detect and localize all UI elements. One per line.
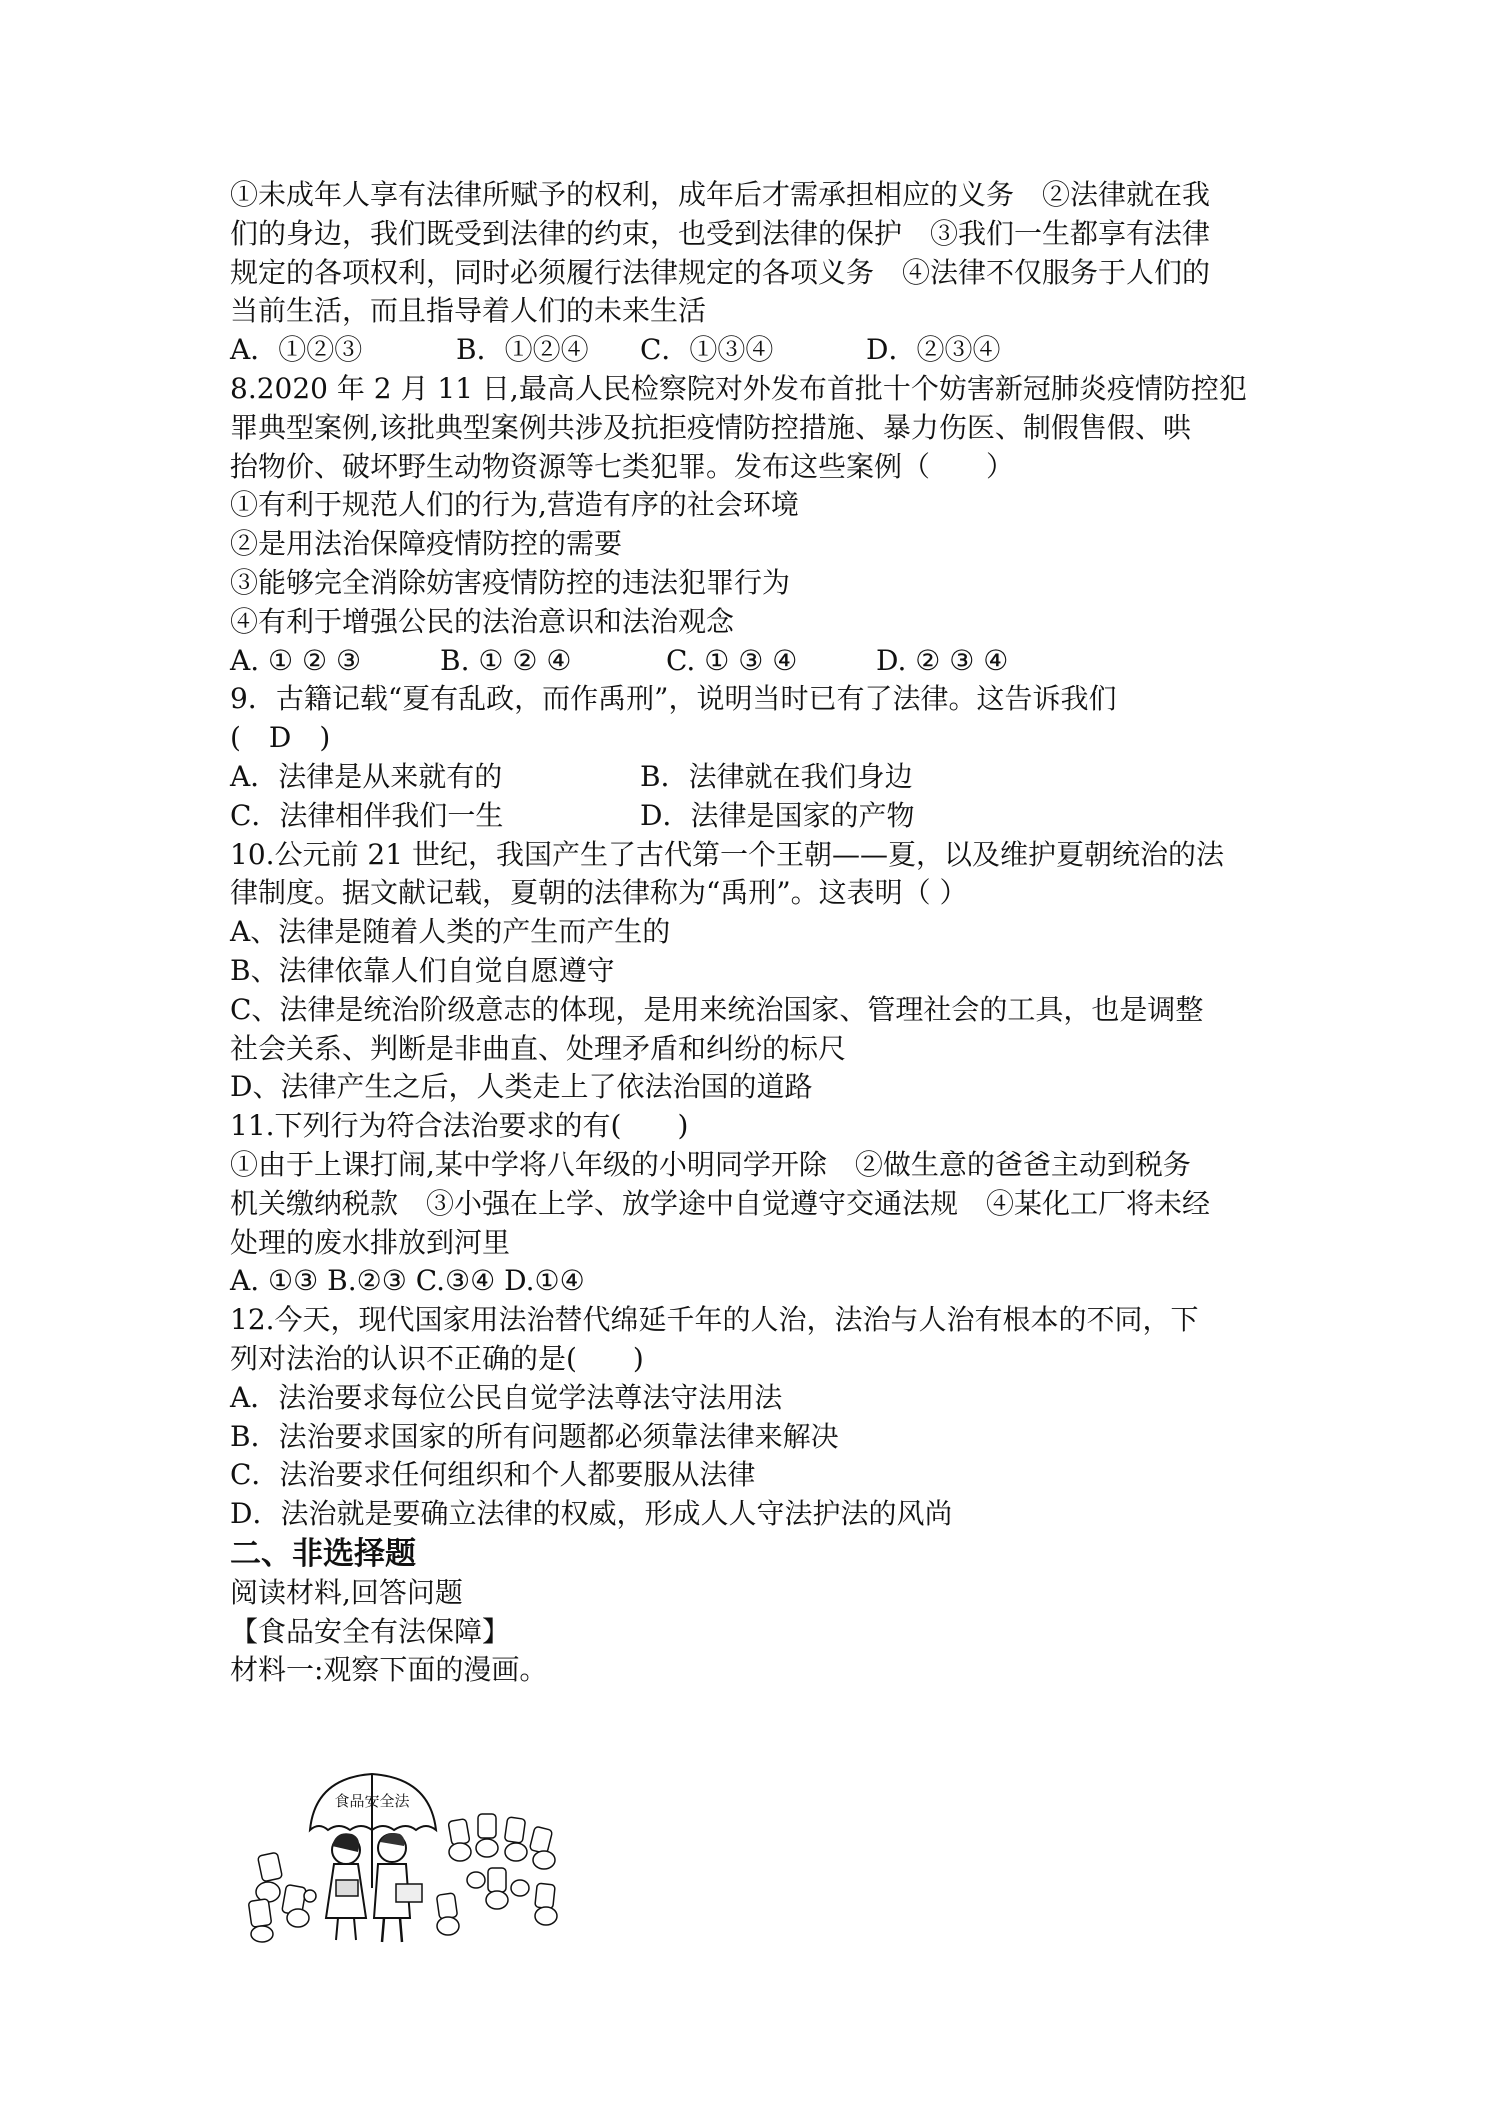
q8-block xyxy=(230,370,1275,680)
q8-stem-line: 8.2020 年 2 月 11 日,最高人民检察院对外发布首批十个妨害新冠肺炎疫情防控犯 xyxy=(230,371,1247,405)
q7-stem-line: ①未成年人享有法律所赋予的权利，成年后才需承担相应的义务 ②法律就在我 xyxy=(230,178,1211,211)
q10-stem-line: 律制度。据文献记载，夏朝的法律称为“禹刑”。这表明（ ） xyxy=(230,876,968,910)
q7-block xyxy=(230,176,1275,370)
q10-option: 社会关系、判断是非曲直、处理矛盾和纠纷的标尺 xyxy=(230,1031,847,1065)
q9-option-b: B．法律就在我们身边 xyxy=(640,759,913,793)
q7-option-d: D．②③④ xyxy=(866,333,1001,367)
q11-options: A. ①③ B.②③ C.③④ D.①④ xyxy=(230,1264,585,1298)
q11-stem-line: 机关缴纳税款 ③小强在上学、放学途中自觉遵守交通法规 ④某化工厂将未经 xyxy=(230,1186,1211,1220)
q7-option-c: C．①③④ xyxy=(640,333,774,367)
q9-stem-line: ( D ) xyxy=(230,721,331,755)
q11-block xyxy=(230,1107,1275,1301)
q8-option-b: B. ① ② ④ xyxy=(440,643,572,677)
q10-stem-line: 10.公元前 21 世纪，我国产生了古代第一个王朝——夏，以及维护夏朝统治的法 xyxy=(230,837,1224,871)
q8-item: ③能够完全消除妨害疫情防控的违法犯罪行为 xyxy=(230,565,791,599)
material-one-label: 材料一:观察下面的漫画。 xyxy=(230,1653,548,1687)
q12-option: D．法治就是要确立法律的权威，形成人人守法护法的风尚 xyxy=(230,1497,953,1531)
q8-option-d: D. ② ③ ④ xyxy=(876,643,1009,677)
q8-option-a: A. ① ② ③ xyxy=(230,643,362,677)
q11-stem-line: 处理的废水排放到河里 xyxy=(230,1225,511,1259)
q9-block xyxy=(230,680,1275,835)
q12-option: B．法治要求国家的所有问题都必须靠法律来解决 xyxy=(230,1419,839,1453)
q12-option: A．法治要求每位公民自觉学法尊法守法用法 xyxy=(230,1380,783,1414)
q8-item: ①有利于规范人们的行为,营造有序的社会环境 xyxy=(230,488,799,522)
q8-option-c: C. ① ③ ④ xyxy=(666,643,798,677)
section-topic: 【食品安全有法保障】 xyxy=(230,1614,511,1648)
section-heading: 二、非选择题 xyxy=(230,1535,416,1572)
q10-block xyxy=(230,836,1275,1108)
q7-options xyxy=(230,331,1275,370)
q12-stem-line: 12.今天，现代国家用法治替代绵延千年的人治，法治与人治有根本的不同，下 xyxy=(230,1303,1199,1337)
q10-option: C、法律是统治阶级意志的体现，是用来统治国家、管理社会的工具，也是调整 xyxy=(230,992,1204,1026)
q7-stem-line: 规定的各项权利，同时必须履行法律规定的各项义务 ④法律不仅服务于人们的 xyxy=(230,255,1211,289)
q8-stem-line: 罪典型案例,该批典型案例共涉及抗拒疫情防控措施、暴力伤医、制假售假、哄 xyxy=(230,410,1191,444)
q9-option-a: A．法律是从来就有的 xyxy=(230,759,503,793)
q11-stem-line: 11.下列行为符合法治要求的有( ) xyxy=(230,1109,689,1143)
q7-option-b: B．①②④ xyxy=(456,333,589,367)
q9-stem-line: 9．古籍记载“夏有乱政，而作禹刑”，说明当时已有了法律。这告诉我们 xyxy=(230,682,1117,716)
q8-item: ②是用法治保障疫情防控的需要 xyxy=(230,527,623,561)
q10-option: D、法律产生之后，人类走上了依法治国的道路 xyxy=(230,1070,813,1104)
q9-option-d: D．法律是国家的产物 xyxy=(640,798,915,832)
section-instruction: 阅读材料,回答问题 xyxy=(230,1575,463,1609)
food-safety-cartoon xyxy=(240,1768,575,1946)
q10-option: B、法律依靠人们自觉自愿遵守 xyxy=(230,953,615,987)
umbrella-label: 食品安全法 xyxy=(334,1792,410,1810)
section-2 xyxy=(230,1534,1275,1690)
q8-item: ④有利于增强公民的法治意识和法治观念 xyxy=(230,604,735,638)
q11-stem-line: ①由于上课打闹,某中学将八年级的小明同学开除 ②做生意的爸爸主动到税务 xyxy=(230,1147,1191,1181)
q7-stem-line: 们的身边，我们既受到法律的约束，也受到法律的保护 ③我们一生都享有法律 xyxy=(230,216,1211,250)
q8-stem-line: 抬物价、破坏野生动物资源等七类犯罪。发布这些案例（ ） xyxy=(230,449,1015,483)
q12-stem-line: 列对法治的认识不正确的是( ) xyxy=(230,1341,644,1375)
q12-option: C．法治要求任何组织和个人都要服从法律 xyxy=(230,1458,756,1492)
q7-option-a: A．①②③ xyxy=(230,333,363,367)
q9-options-row xyxy=(230,758,1275,797)
q9-option-c: C．法律相伴我们一生 xyxy=(230,798,504,832)
q8-options xyxy=(230,642,1275,681)
document-page xyxy=(230,176,1275,1690)
q9-options-row xyxy=(230,797,1275,836)
q10-option: A、法律是随着人类的产生而产生的 xyxy=(230,915,671,949)
q12-block xyxy=(230,1301,1275,1534)
q7-stem-line: 当前生活，而且指导着人们的未来生活 xyxy=(230,294,707,328)
